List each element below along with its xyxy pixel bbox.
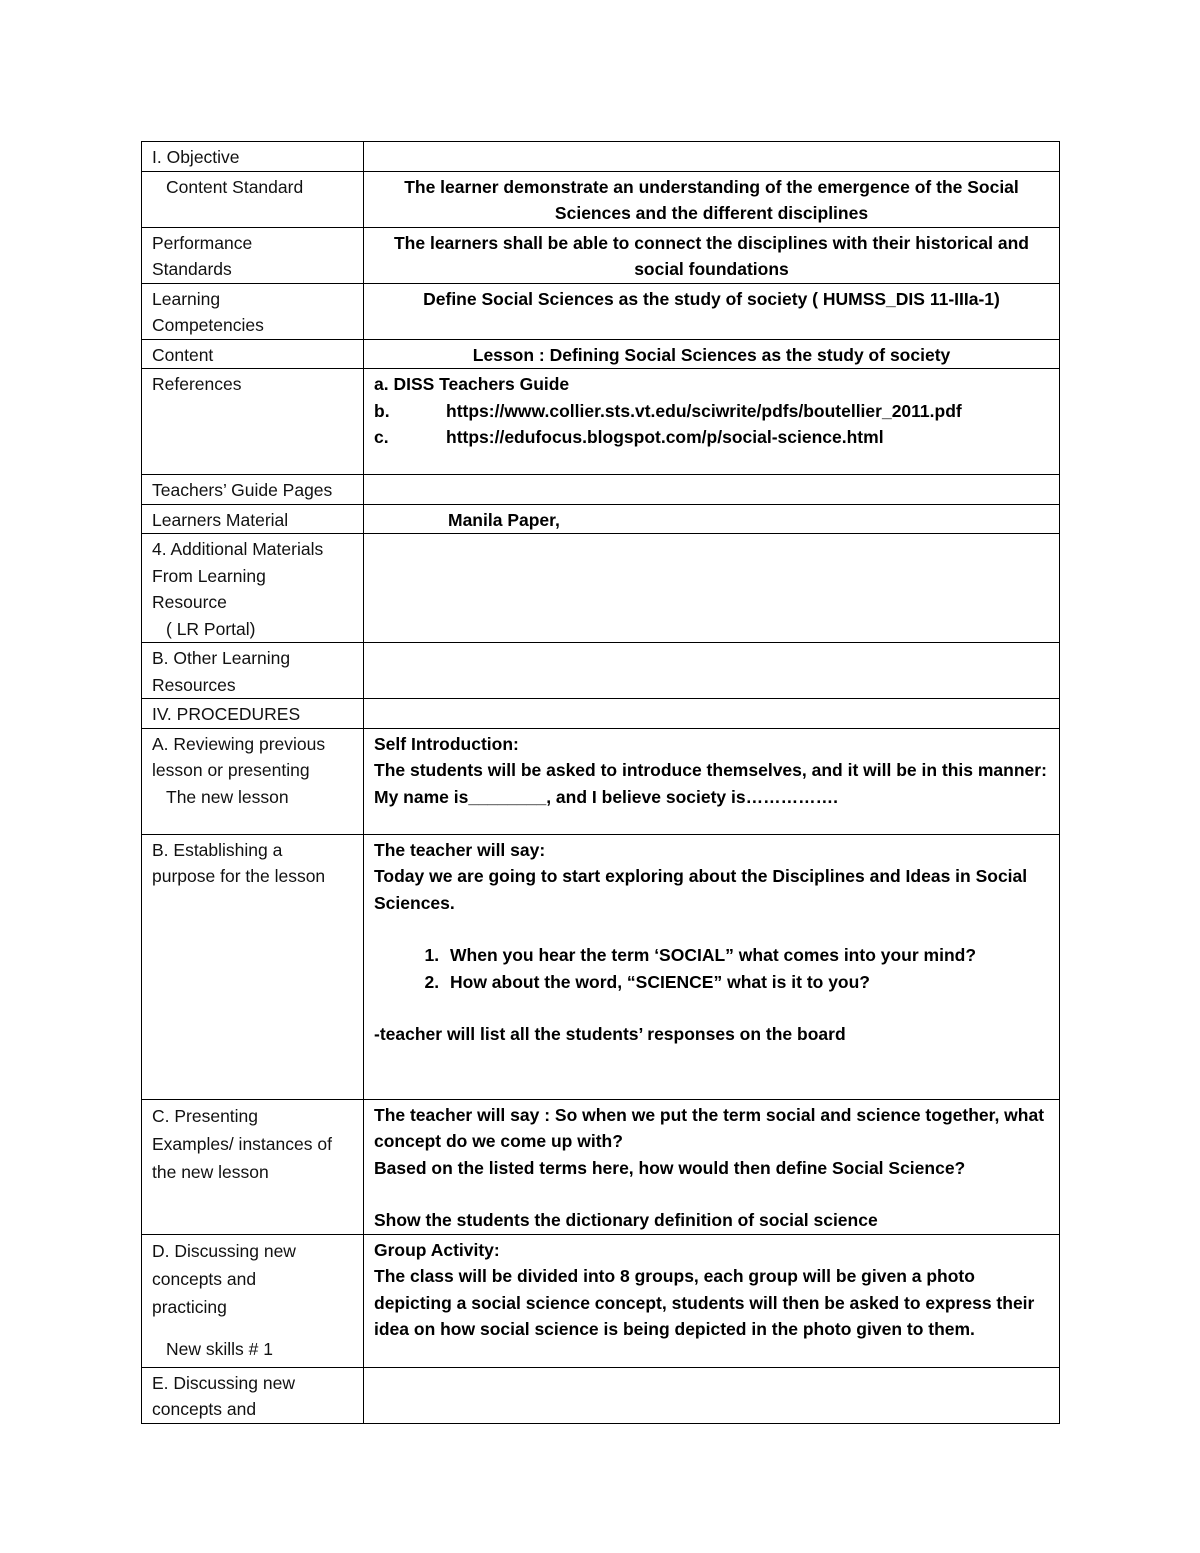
label-line: B. Other Learning bbox=[152, 648, 291, 668]
value-references bbox=[364, 369, 1060, 475]
procedure-text: -teacher will list all the students’ responses on the board bbox=[374, 1024, 846, 1044]
label-line: the new lesson bbox=[152, 1161, 269, 1182]
row-objective bbox=[142, 142, 1060, 172]
row-learners-material bbox=[142, 504, 1060, 534]
row-content bbox=[142, 339, 1060, 369]
spacer bbox=[374, 916, 1049, 942]
procedure-text: The teacher will say : So when we put the term social and science together, what concept do we come up with? bbox=[374, 1104, 1045, 1151]
label-references: References bbox=[142, 369, 364, 475]
value-other-resources bbox=[364, 643, 1060, 699]
row-presenting bbox=[142, 1099, 1060, 1234]
label-other-resources bbox=[142, 643, 364, 699]
procedure-text: Show the students the dictionary definition of social science bbox=[374, 1210, 878, 1230]
label-line: concepts and bbox=[152, 1399, 257, 1419]
reference-link[interactable]: https://www.collier.sts.vt.edu/sciwrite/pdfs/boutellier_2011.pdf bbox=[446, 400, 962, 421]
row-additional-materials bbox=[142, 534, 1060, 643]
reference-b bbox=[374, 398, 1049, 425]
value-teachers-guide bbox=[364, 475, 1060, 505]
label-line: Examples/ instances of bbox=[152, 1133, 332, 1154]
row-content-standard bbox=[142, 171, 1060, 227]
procedure-text: Based on the listed terms here, how would then define Social Science? bbox=[374, 1157, 966, 1178]
reference-a: a. DISS Teachers Guide bbox=[374, 374, 570, 394]
procedure-text: Today we are going to start exploring about the Disciplines and Ideas in Social Sciences. bbox=[374, 866, 1028, 913]
label-line: New skills # 1 bbox=[166, 1338, 273, 1359]
reference-letter: b. bbox=[374, 400, 390, 421]
question-item: 1. When you hear the term ‘SOCIAL” what comes into your mind? bbox=[444, 942, 1049, 969]
question-item: 2. How about the word, “SCIENCE” what is it to you? bbox=[444, 969, 1049, 996]
label-line: Resources bbox=[152, 674, 236, 695]
label-line: A. Reviewing previous bbox=[152, 733, 326, 754]
value-establishing bbox=[364, 834, 1060, 1099]
label-establishing bbox=[142, 834, 364, 1099]
label-line: B. Establishing a bbox=[152, 839, 283, 860]
label-line: concepts and bbox=[152, 1268, 257, 1289]
lesson-plan-table bbox=[141, 141, 1060, 1424]
label-line: ( LR Portal) bbox=[166, 618, 256, 639]
label-procedures: IV. PROCEDURES bbox=[142, 699, 364, 729]
label-line: C. Presenting bbox=[152, 1105, 259, 1126]
procedure-text: The class will be divided into 8 groups, each group will be given a photo depicting a social science concept, students will then be asked to express their idea on how social science is being depicted in the photo given to them. bbox=[374, 1266, 1035, 1339]
label-line: Competencies bbox=[152, 315, 264, 335]
row-establishing bbox=[142, 834, 1060, 1099]
value-objective bbox=[364, 142, 1060, 172]
label-line: The new lesson bbox=[166, 786, 289, 807]
value-learning-competencies: Define Social Sciences as the study of society ( HUMSS_DIS 11-IIIa-1) bbox=[364, 283, 1060, 339]
reference-letter: c. bbox=[374, 427, 389, 447]
material-text: Manila Paper, bbox=[448, 509, 560, 530]
reference-link[interactable]: https://edufocus.blogspot.com/p/social-science.html bbox=[446, 427, 884, 447]
label-line: practicing bbox=[152, 1296, 227, 1317]
label-content-standard bbox=[142, 171, 364, 227]
procedure-heading: The teacher will say: bbox=[374, 839, 546, 860]
row-teachers-guide bbox=[142, 475, 1060, 505]
value-presenting bbox=[364, 1099, 1060, 1234]
row-references bbox=[142, 369, 1060, 475]
label-line: lesson or presenting bbox=[152, 760, 310, 780]
label-additional-materials bbox=[142, 534, 364, 643]
label-line: Resource bbox=[152, 592, 227, 612]
row-performance-standards bbox=[142, 227, 1060, 283]
value-procedures bbox=[364, 699, 1060, 729]
procedure-heading: Group Activity: bbox=[374, 1239, 500, 1260]
label-presenting bbox=[142, 1099, 364, 1234]
label-content: Content bbox=[142, 339, 364, 369]
value-performance-standards: The learners shall be able to connect the disciplines with their historical and social foundations bbox=[364, 227, 1060, 283]
spacer bbox=[374, 995, 1049, 1021]
value-reviewing bbox=[364, 728, 1060, 834]
value-discussing-2 bbox=[364, 1367, 1060, 1423]
label-learning-competencies bbox=[142, 283, 364, 339]
label-line: D. Discussing new bbox=[152, 1240, 296, 1261]
label-line: E. Discussing new bbox=[152, 1372, 295, 1393]
row-reviewing bbox=[142, 728, 1060, 834]
reference-c bbox=[374, 424, 1049, 451]
label-text: Content Standard bbox=[166, 176, 304, 197]
label-reviewing bbox=[142, 728, 364, 834]
label-line: Standards bbox=[152, 259, 232, 279]
label-teachers-guide: Teachers’ Guide Pages bbox=[142, 475, 364, 505]
label-line: Learning bbox=[152, 288, 221, 309]
label-line: Performance bbox=[152, 232, 253, 253]
row-learning-competencies bbox=[142, 283, 1060, 339]
value-learners-material bbox=[364, 504, 1060, 534]
label-text: I. Objective bbox=[152, 147, 240, 167]
label-objective bbox=[142, 142, 364, 172]
label-discussing-1 bbox=[142, 1234, 364, 1367]
value-discussing-1 bbox=[364, 1234, 1060, 1367]
spacer bbox=[374, 1181, 1049, 1207]
label-line: From Learning bbox=[152, 565, 266, 586]
value-additional-materials bbox=[364, 534, 1060, 643]
value-content-standard: The learner demonstrate an understanding of the emergence of the Social Sciences and the different disciplines bbox=[364, 171, 1060, 227]
row-discussing-1 bbox=[142, 1234, 1060, 1367]
row-procedures bbox=[142, 699, 1060, 729]
row-other-resources bbox=[142, 643, 1060, 699]
label-learners-material: Learners Material bbox=[142, 504, 364, 534]
value-content: Lesson : Defining Social Sciences as the study of society bbox=[364, 339, 1060, 369]
label-discussing-2 bbox=[142, 1367, 364, 1423]
procedure-heading: Self Introduction: bbox=[374, 733, 519, 754]
row-discussing-2 bbox=[142, 1367, 1060, 1423]
label-performance-standards bbox=[142, 227, 364, 283]
question-list bbox=[374, 942, 1049, 995]
label-line: purpose for the lesson bbox=[152, 866, 326, 886]
label-line: 4. Additional Materials bbox=[152, 539, 324, 559]
procedure-text: The students will be asked to introduce themselves, and it will be in this manner: My name is________, and I believe society is……………. bbox=[374, 760, 1047, 807]
